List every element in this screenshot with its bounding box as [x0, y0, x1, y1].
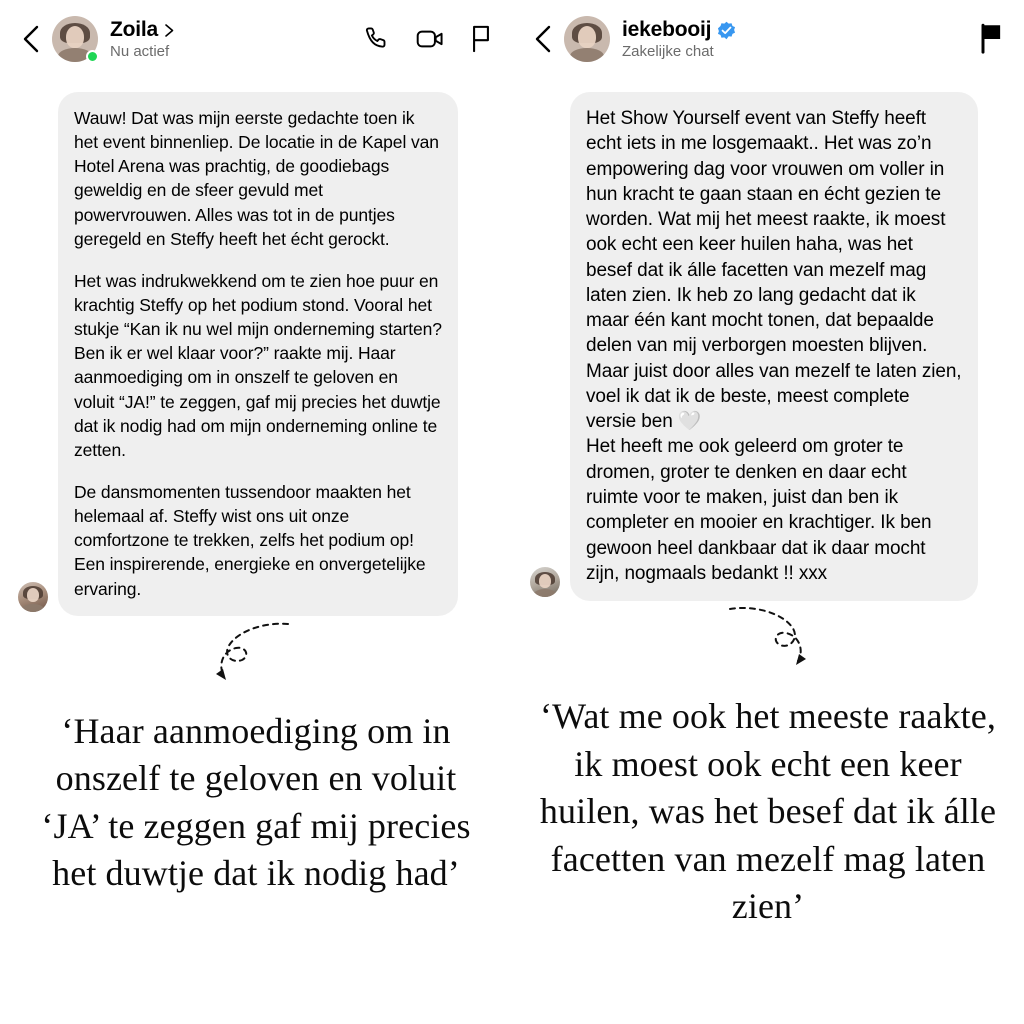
message-paragraph: Het heeft me ook geleerd om groter te dromen, groter te denken en daar echt ruimte voor te maken, juist dan ben ik completer en mooier en krachtiger. Ik ben gewoon heel dankbaar dat ik daar mocht zijn, nogmaals bedankt !! xxx: [586, 436, 932, 584]
message-bubble[interactable]: [570, 92, 978, 601]
message-row: [530, 92, 1006, 601]
verified-badge-icon: [717, 21, 736, 40]
video-camera-icon[interactable]: [414, 23, 446, 55]
chat-header-right: [512, 0, 1024, 78]
message-area-right: [512, 78, 1024, 601]
chevron-right-icon[interactable]: [164, 23, 175, 38]
chat-header-left: [0, 0, 512, 78]
chat-status: Nu actief: [110, 43, 170, 60]
message-paragraph: Het Show Yourself event van Steffy heeft echt iets in me losgemaakt.. Het was zo’n empowering dag voor vrouwen om voller in hun kracht te gaan staan en écht gezien te worden. Wat mij het meest raakte, ik moest ook echt een keer huilen haha, was het besef dat ik álle facetten van mezelf mag laten zien. Ik heb zo lang gedacht dat ik maar één kant mocht tonen, dat bepaalde delen van mij verborgen moesten blijven. Maar juist door alles van mezelf te laten zien, voel ik dat ik de beste, meest complete versie ben 🤍: [586, 108, 962, 433]
message-avatar: [530, 567, 560, 597]
message-bubble[interactable]: [58, 92, 458, 616]
flag-outline-icon[interactable]: [468, 24, 494, 54]
pull-quote-left: ‘Haar aanmoediging om in onszelf te geloven en voluit ‘JA’ te zeggen gaf mij precies het duwtje dat ik nodig had’: [41, 710, 471, 894]
chat-username: iekebooij: [622, 18, 712, 41]
chat-status: Zakelijke chat: [622, 43, 714, 60]
back-icon[interactable]: [14, 22, 48, 56]
online-status-dot: [86, 50, 99, 63]
back-icon[interactable]: [526, 22, 560, 56]
message-row: [18, 92, 494, 616]
chat-username: Zoila: [110, 18, 159, 41]
pull-quote-right: ‘Wat me ook het meeste raakte, ik moest ook echt een keer huilen, was het besef dat ik álle facetten van mezelf mag laten zien’: [539, 696, 997, 927]
message-paragraph: Het was indrukwekkend om te zien hoe puur en krachtig Steffy op het podium stond. Vooral het stukje “Kan ik nu wel mijn onderneming starten? Ben ik er wel klaar voor?” raakte mij. Haar aanmoediging om in onszelf te geloven en voluit “JA!” te zeggen, gaf mij precies het duwtje dat ik nodig had om mijn onderneming online te zetten.: [74, 270, 442, 460]
avatar[interactable]: [52, 16, 98, 62]
chat-identity[interactable]: [110, 18, 175, 60]
right-chat-panel: [512, 0, 1024, 1024]
flag-filled-icon[interactable]: [976, 23, 1006, 55]
message-paragraph: De dansmomenten tussendoor maakten het helemaal af. Steffy wist ons uit onze comfortzone te trekken, zelfs het podium op! Een inspirerende, energieke en onvergetelijke ervaring.: [74, 481, 426, 599]
chat-identity[interactable]: [622, 18, 736, 60]
message-avatar: [18, 582, 48, 612]
message-area-left: [0, 78, 512, 616]
message-paragraph: Wauw! Dat was mijn eerste gedachte toen ik het event binnenliep. De locatie in de Kapel van Hotel Arena was prachtig, de goodiebags geweldig en de sfeer gevuld met powervrouwen. Alles was tot in de puntjes geregeld en Steffy heeft het écht gerockt.: [74, 108, 439, 249]
curly-arrow-down-icon: [512, 601, 1024, 687]
curly-arrow-down-icon: [0, 616, 512, 702]
avatar[interactable]: [564, 16, 610, 62]
header-actions-right: [976, 23, 1006, 55]
phone-call-icon[interactable]: [362, 24, 392, 54]
header-actions-left: [362, 23, 494, 55]
